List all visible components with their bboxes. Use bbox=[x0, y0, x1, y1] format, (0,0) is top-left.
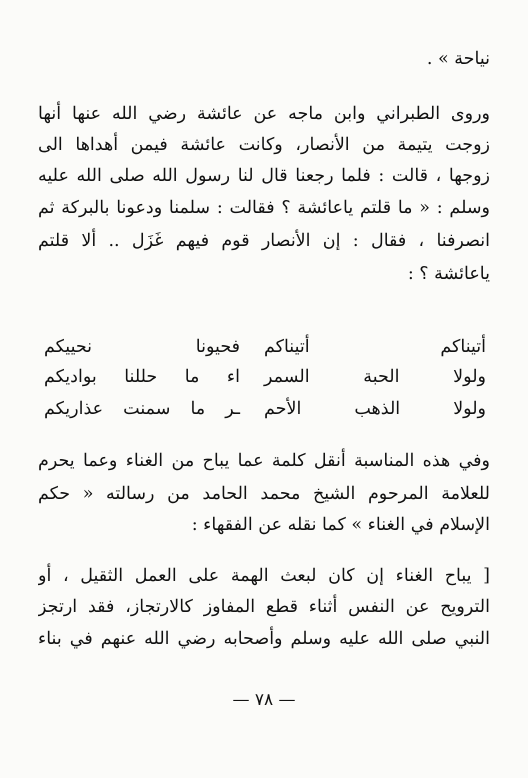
text-line: وسلم : « ما قلتم ياعائشة ؟ فقالت : سلمنا ودعونا بالبركة ثم bbox=[38, 198, 490, 218]
text-line: الإسلام في الغناء » كما نقله عن الفقهاء : bbox=[191, 515, 490, 535]
text-line: زوجت يتيمة من الأنصار، وكانت عائشة فيمن أهداها الى bbox=[38, 135, 490, 155]
text-line: وروى الطبراني وابن ماجه عن عائشة رضي الله عنها أنها bbox=[38, 104, 490, 124]
text-line: الترويح عن النفس أثناء قطع المفاوز كالارتجاز، فقد ارتجز bbox=[38, 597, 490, 617]
verse-hemistich-left: ـر ما سمنت عذاريكم bbox=[44, 399, 240, 419]
text-line: انصرفنا ، فقال : إن الأنصار قوم فيهم غَزَل .. ألا قلتم bbox=[38, 231, 490, 251]
verse-hemistich-right: ولولا الحبة السمر bbox=[264, 367, 486, 387]
verse-hemistich-right: ولولا الذهب الأحم bbox=[264, 399, 486, 419]
text-line: نياحة » . bbox=[426, 49, 490, 69]
text-line: زوجها ، قالت : فلما رجعنا قال لنا رسول الله صلى الله عليه bbox=[38, 166, 490, 186]
page-number: — ٧٨ — bbox=[232, 690, 296, 710]
text-line: ياعائشة ؟ : bbox=[407, 264, 490, 284]
text-line: للعلامة المرحوم الشيخ محمد الحامد من رسالته « حكم bbox=[38, 484, 490, 504]
verse-hemistich-left: اء ما حللنا بواديكم bbox=[44, 367, 240, 387]
verse-hemistich-right: أتيناكم أتيناكم bbox=[264, 337, 486, 357]
text-line: [ يباح الغناء إن كان لبعث الهمة على العمل الثقيل ، أو bbox=[38, 566, 490, 586]
verse-hemistich-left: فحيونا نحييكم bbox=[44, 337, 240, 357]
text-line: وفي هذه المناسبة أنقل كلمة عما يباح من الغناء وعما يحرم bbox=[38, 451, 490, 471]
text-line: النبي صلى الله عليه وسلم وأصحابه رضي الله عنهم في بناء bbox=[38, 629, 490, 649]
